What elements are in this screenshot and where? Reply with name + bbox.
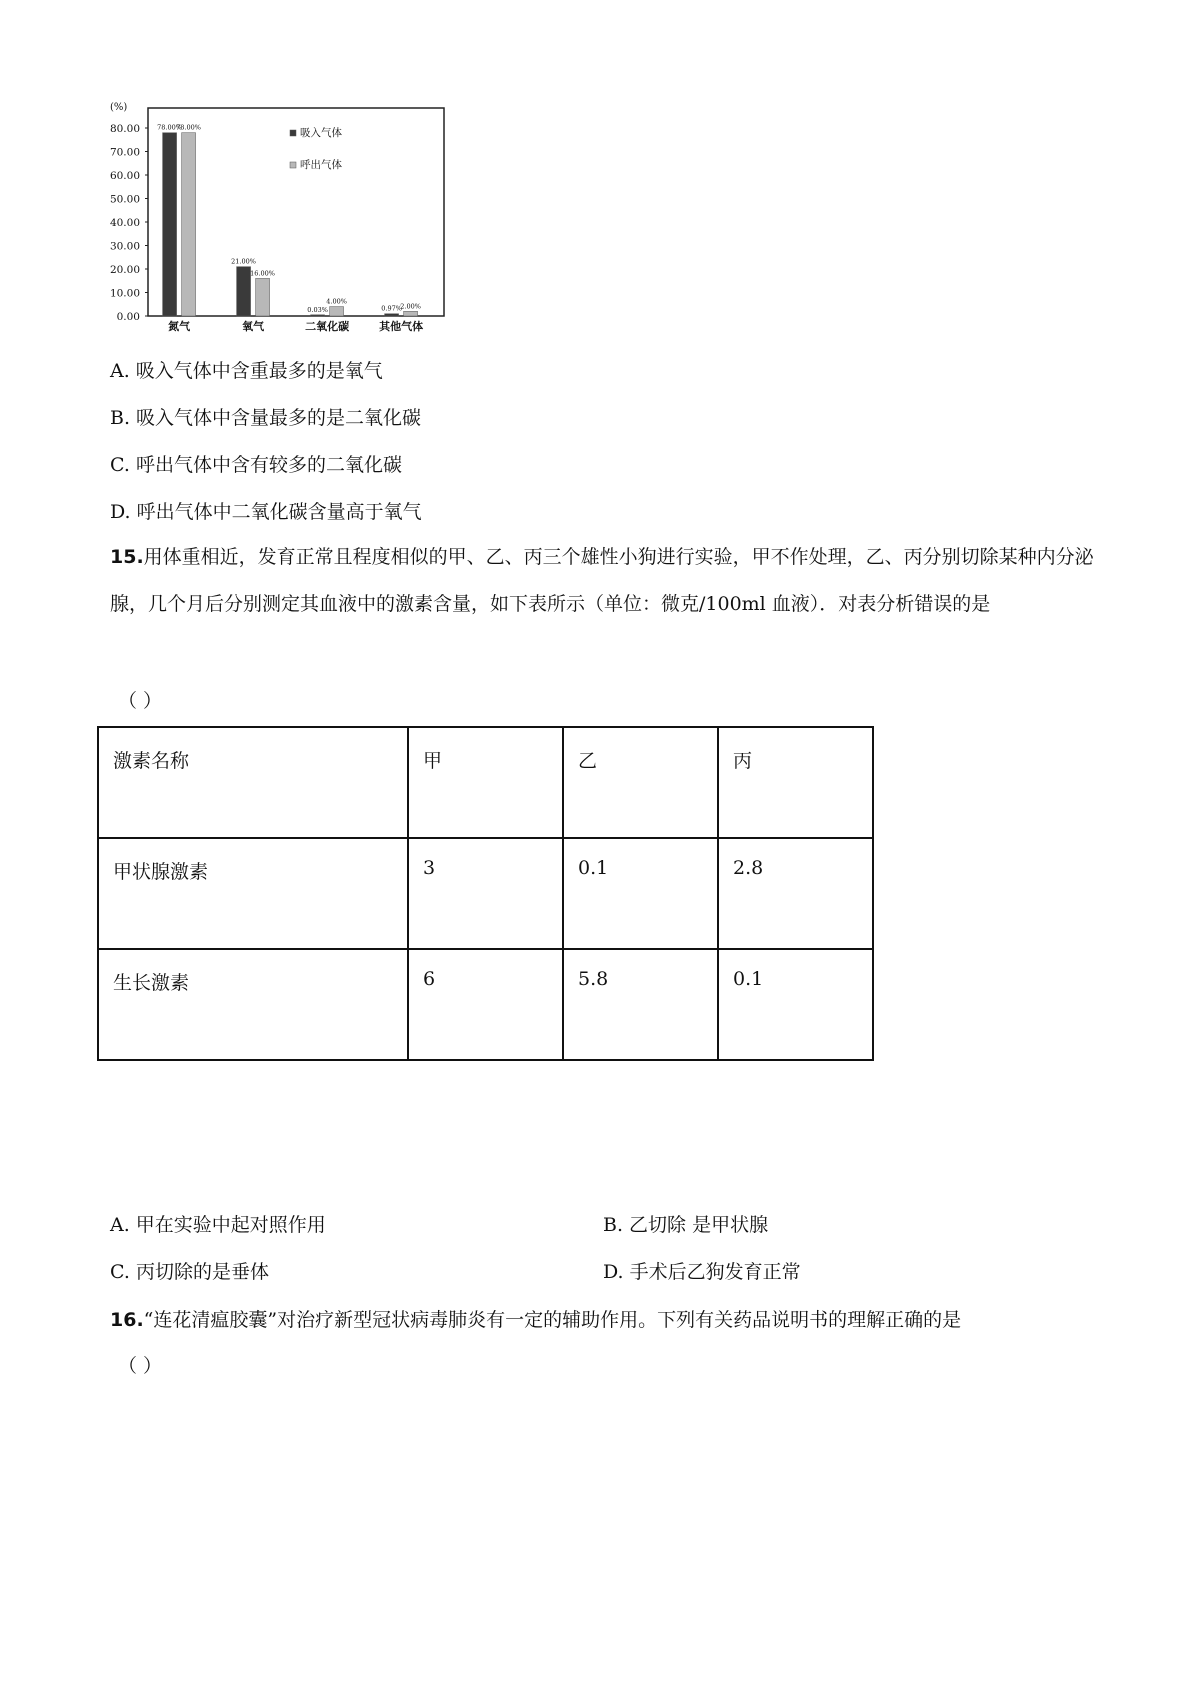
table-cell: 激素名称 <box>98 727 408 838</box>
hormone-table <box>97 726 874 1061</box>
table-cell: 5.8 <box>563 949 718 1060</box>
table-header-row <box>98 727 873 838</box>
table-row <box>98 838 873 949</box>
bar-吸入气体 <box>163 133 177 316</box>
bar-吸入气体 <box>237 267 251 316</box>
legend-entry: 呼出气体 <box>300 159 342 171</box>
y-tick-label: 80.00 <box>109 123 140 135</box>
data-label: 78.00% <box>157 123 182 132</box>
question-16 <box>110 1297 1100 1344</box>
x-tick-label: 其他气体 <box>379 320 424 333</box>
q14-option-d: D. 呼出气体中二氧化碳含量高于氧气 <box>110 501 422 523</box>
y-tick-label: 50.00 <box>109 193 140 206</box>
y-tick-label: 40.00 <box>109 217 140 229</box>
data-label: 4.00% <box>326 297 347 306</box>
data-label: 16.00% <box>250 269 275 278</box>
y-tick-label: 30.00 <box>109 240 140 253</box>
data-label: 78.00% <box>176 123 201 132</box>
q15-option-d: D. 手术后乙狗发育正常 <box>603 1261 801 1283</box>
data-label: 2.00% <box>400 302 421 311</box>
legend-swatch <box>290 130 296 136</box>
table-cell: 生长激素 <box>98 949 408 1060</box>
gas-composition-chart <box>100 98 452 338</box>
x-tick-label: 氮气 <box>168 320 191 333</box>
q14-option-a: A. 吸入气体中含重最多的是氧气 <box>110 360 383 382</box>
table-cell: 6 <box>408 949 563 1060</box>
data-label: 0.97% <box>381 304 402 313</box>
bar-呼出气体 <box>404 311 418 316</box>
table-cell: 0.1 <box>563 838 718 949</box>
question-text: 用体重相近，发育正常且程度相似的甲、乙、丙三个雄性小狗进行实验，甲不作处理，乙、丙分别切除某种内分泌腺，几个月后分别测定其血液中的激素含量，如下表所示（单位：微克/100ml 血液）．对表分析错误的是 <box>110 546 1094 615</box>
question-number: 16. <box>110 1309 144 1331</box>
bar-呼出气体 <box>182 133 196 316</box>
bar-吸入气体 <box>311 315 325 316</box>
bar-chart-svg <box>100 98 452 338</box>
table-cell: 3 <box>408 838 563 949</box>
y-axis-label: (%) <box>110 102 128 113</box>
table-cell: 2.8 <box>718 838 873 949</box>
data-label: 21.00% <box>231 257 256 266</box>
table-row <box>98 949 873 1060</box>
legend-swatch <box>290 162 296 168</box>
legend-entry: 吸入气体 <box>300 127 342 139</box>
question-15 <box>110 534 1100 628</box>
bar-吸入气体 <box>385 314 399 316</box>
table-cell: 丙 <box>718 727 873 838</box>
table-cell: 0.1 <box>718 949 873 1060</box>
data-label: 0.03% <box>307 305 328 314</box>
q16-answer-blank: （ ） <box>118 1355 163 1377</box>
q15-option-a: A. 甲在实验中起对照作用 <box>110 1214 326 1236</box>
y-tick-label: 10.00 <box>109 287 140 300</box>
q15-answer-blank: （ ） <box>118 690 163 712</box>
table-cell: 甲状腺激素 <box>98 838 408 949</box>
x-tick-label: 二氧化碳 <box>305 320 350 333</box>
q15-option-c: C. 丙切除的是垂体 <box>110 1261 269 1283</box>
y-tick-label: 20.00 <box>109 264 140 276</box>
question-text: “连花清瘟胶囊”对治疗新型冠状病毒肺炎有一定的辅助作用。下列有关药品说明书的理解正确的是 <box>143 1309 962 1331</box>
q14-option-c: C. 呼出气体中含有较多的二氧化碳 <box>110 454 402 476</box>
q14-option-b: B. 吸入气体中含量最多的是二氧化碳 <box>110 407 422 429</box>
table-cell: 乙 <box>563 727 718 838</box>
bar-呼出气体 <box>256 278 270 316</box>
x-tick-label: 氧气 <box>242 320 265 333</box>
bar-呼出气体 <box>330 307 344 316</box>
y-tick-label: 0.00 <box>116 311 140 323</box>
q15-option-b: B. 乙切除 是甲状腺 <box>603 1214 769 1236</box>
question-number: 15. <box>110 546 144 568</box>
y-tick-label: 60.00 <box>109 170 140 182</box>
y-tick-label: 70.00 <box>109 146 140 159</box>
table-cell: 甲 <box>408 727 563 838</box>
